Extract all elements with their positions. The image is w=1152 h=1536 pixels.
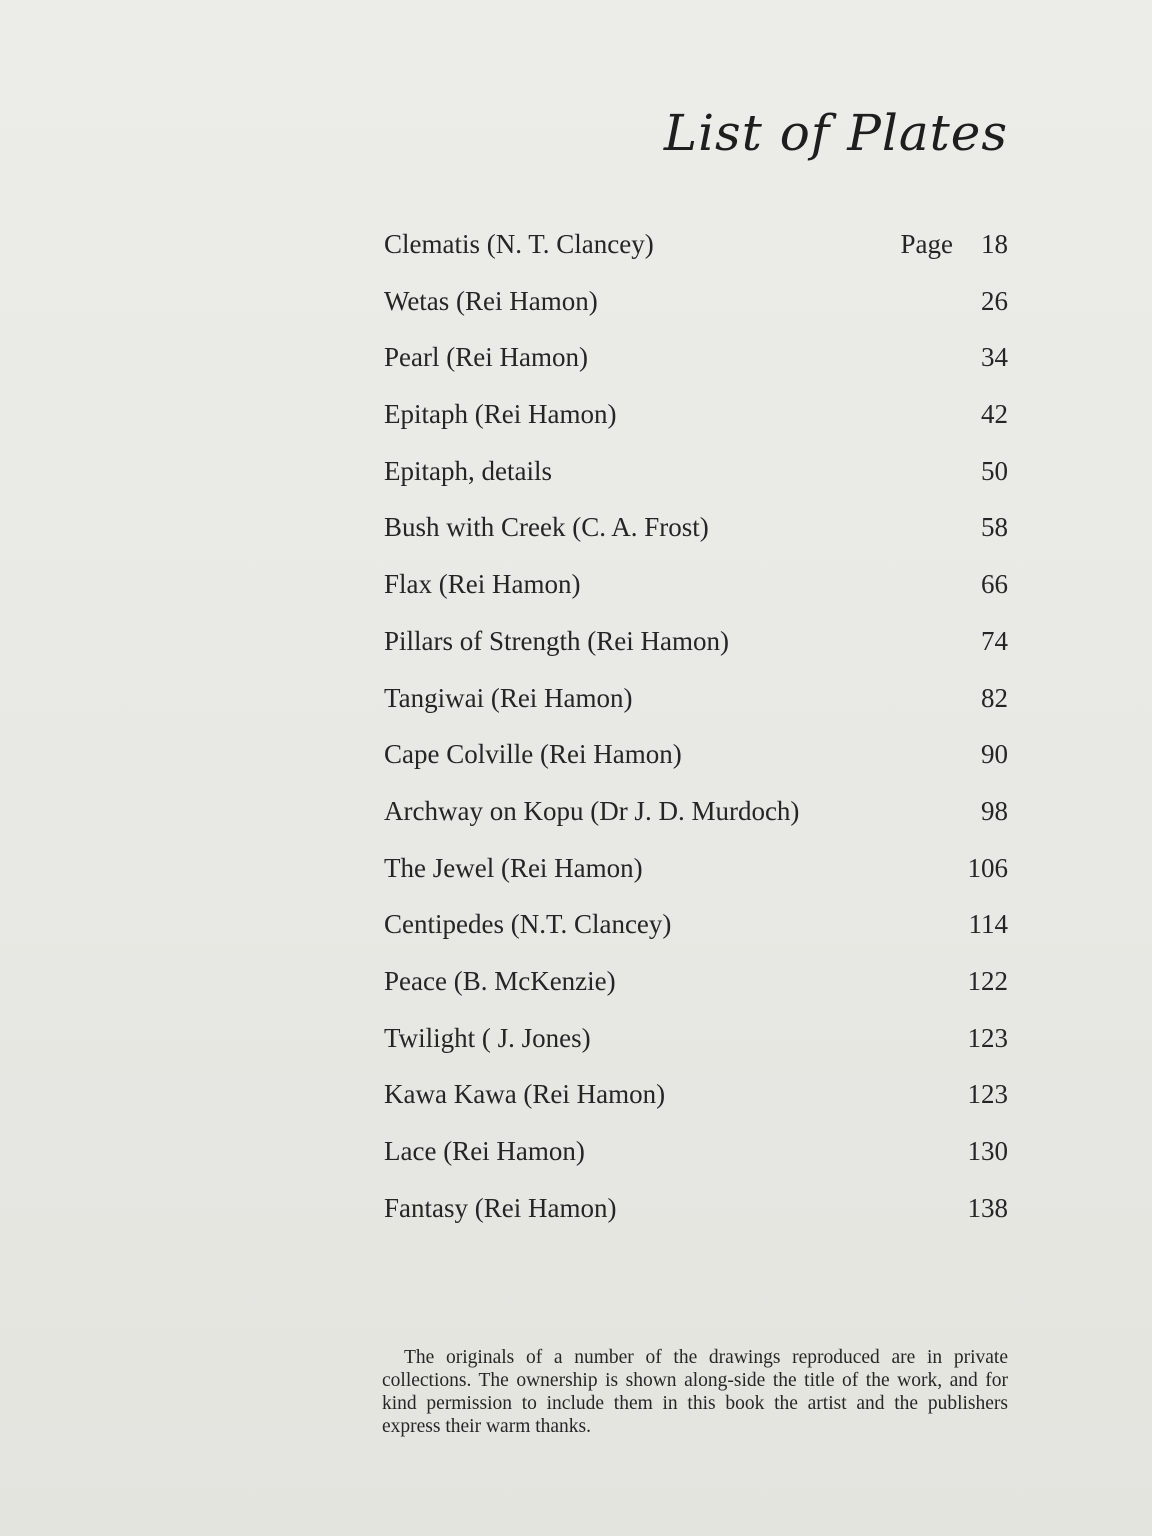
list-item: [384, 1018, 1008, 1075]
plate-page-number: 123: [967, 1022, 1008, 1053]
plate-page-number: 42: [981, 399, 1008, 430]
plate-title: Pearl (Rei Hamon): [384, 342, 588, 373]
plate-page-number: 106: [967, 852, 1008, 883]
plate-page-number: 130: [967, 1136, 1008, 1166]
footnote: The originals of a number of the drawings reproduced are in private collections. The ownership is shown along-side the title of the work, and for kind permission to include them in this book the artist and the publishers express their warm thanks.: [382, 1347, 1008, 1437]
list-item: [384, 904, 1008, 961]
list-item: [384, 1074, 1008, 1131]
list-item: [384, 734, 1008, 791]
list-item: [384, 791, 1008, 848]
page-title: List of Plates: [663, 104, 1008, 162]
plate-page-number: 98: [981, 795, 1008, 826]
plate-page-number: 66: [981, 569, 1008, 600]
plate-title: Pillars of Strength (Rei Hamon): [384, 625, 729, 656]
list-item: [384, 337, 1008, 394]
plate-title: Peace (B. McKenzie): [384, 965, 616, 996]
plate-page-number: 74: [981, 625, 1008, 656]
plate-page-number: 26: [981, 285, 1008, 316]
plate-title: Wetas (Rei Hamon): [384, 285, 598, 316]
plate-page-number: 122: [967, 965, 1008, 996]
list-item: [384, 394, 1008, 451]
plate-title: Fantasy (Rei Hamon): [384, 1192, 617, 1223]
plate-page-number: 58: [981, 512, 1008, 543]
plate-page-number: 114: [968, 909, 1008, 940]
plate-title: Flax (Rei Hamon): [384, 569, 581, 600]
list-item: [384, 1188, 1008, 1245]
list-item: [384, 621, 1008, 678]
plate-title: Epitaph, details: [384, 455, 552, 486]
plate-title: Twilight ( J. Jones): [384, 1022, 591, 1053]
plate-title: Archway on Kopu (Dr J. D. Murdoch): [384, 795, 800, 826]
plate-title: Cape Colville (Rei Hamon): [384, 739, 682, 770]
plate-title: Lace (Rei Hamon): [384, 1136, 585, 1166]
plate-page-number: 18: [981, 229, 1008, 259]
list-item: [384, 507, 1008, 564]
plate-page-number: 34: [981, 342, 1008, 373]
plate-page-number: 82: [981, 682, 1008, 713]
plate-title: Centipedes (N.T. Clancey): [384, 909, 672, 940]
plate-page-number: 123: [967, 1079, 1008, 1110]
list-item: [384, 1131, 1008, 1188]
list-item: [384, 451, 1008, 508]
plate-page-number: 50: [981, 455, 1008, 486]
list-item: [384, 678, 1008, 735]
plate-title: Clematis (N. T. Clancey): [384, 229, 654, 259]
page-column-label: Page: [900, 229, 953, 259]
list-item: [384, 281, 1008, 338]
list-item: [384, 224, 1008, 281]
list-item: [384, 961, 1008, 1018]
plate-title: The Jewel (Rei Hamon): [384, 852, 643, 883]
plate-title: Bush with Creek (C. A. Frost): [384, 512, 709, 543]
plate-title: Epitaph (Rei Hamon): [384, 399, 617, 430]
list-item: [384, 848, 1008, 905]
plate-page-number: 138: [967, 1192, 1008, 1223]
plate-page-number: 90: [981, 739, 1008, 770]
plate-title: Kawa Kawa (Rei Hamon): [384, 1079, 666, 1110]
plate-title: Tangiwai (Rei Hamon): [384, 682, 633, 713]
list-item: [384, 564, 1008, 621]
plate-list: [384, 224, 1008, 1244]
